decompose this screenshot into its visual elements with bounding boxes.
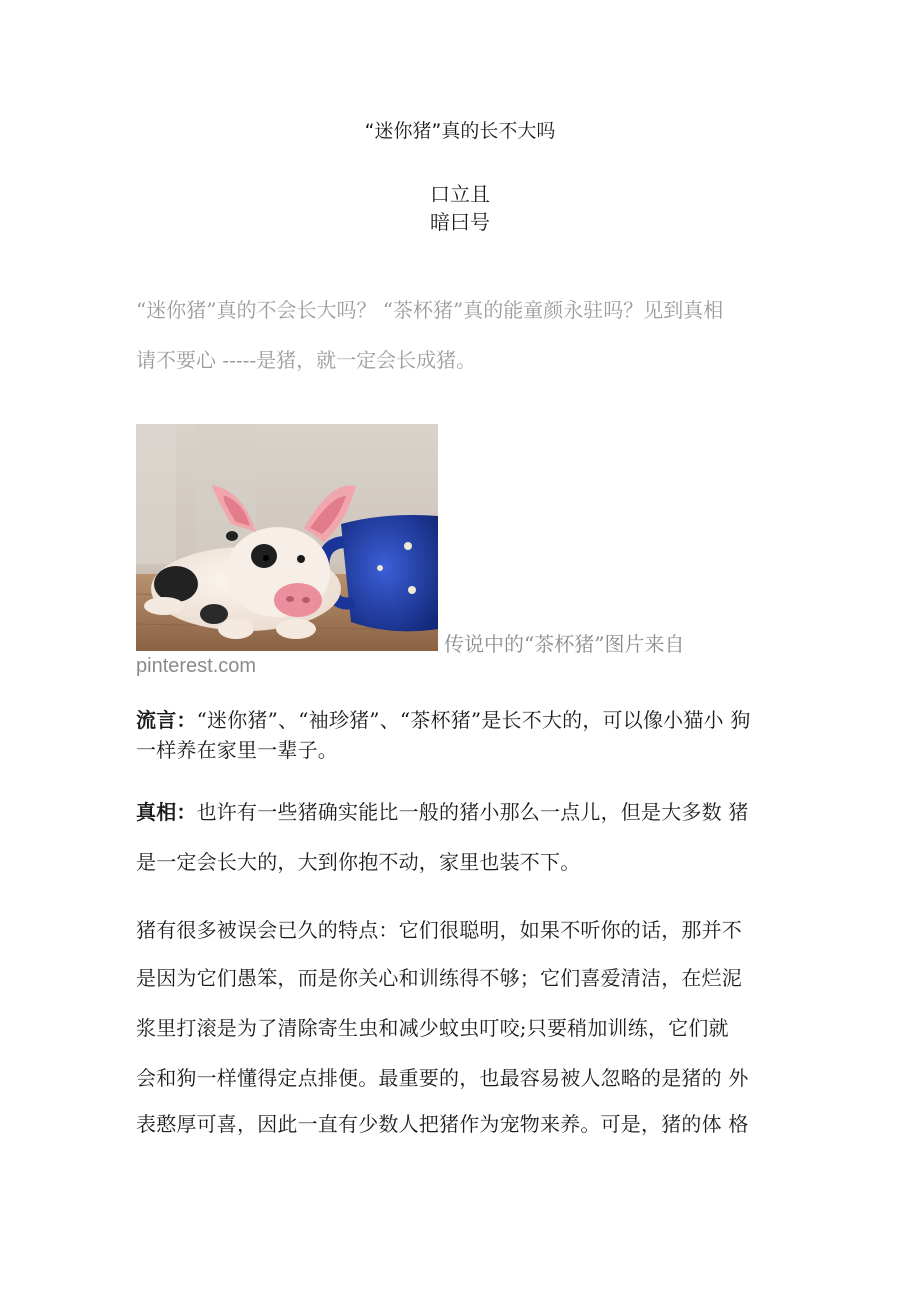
article-title: “迷你猪”真的长不大吗 [364,120,556,142]
rumor-line-2: 一样养在家里一辈子。 [136,738,338,762]
body-line-5: 表憨厚可喜，因此一直有少数人把猪作为宠物来养。可是，猪的体 格 [136,1112,749,1136]
teacup-pig-photo [136,424,438,651]
truth-label: 真相： [136,800,197,824]
body-line-1: 猪有很多被误会已久的特点：它们很聪明，如果不听你的话，那并不 [136,918,742,942]
rumor-label: 流言： [136,708,197,732]
lead-line-1: “迷你猪”真的不会长大吗？ “茶杯猪”真的能童颜永驻吗？见到真相 [136,298,724,322]
byline-2: 暗曰号 [430,210,490,234]
truth-line-2: 是一定会长大的，大到你抱不动，家里也装不下。 [136,850,581,874]
body-line-3: 浆里打滚是为了清除寄生虫和减少蚊虫叮咬;只要稍加训练，它们就 [136,1016,729,1040]
image-caption: 传说中的“茶杯猪”图片来自 [444,632,685,656]
body-line-4: 会和狗一样懂得定点排便。最重要的，也最容易被人忽略的是猪的 外 [136,1066,749,1090]
byline-1: 口立且 [430,182,490,206]
truth-text-1: 也许有一些猪确实能比一般的猪小那么一点儿，但是大多数 猪 [196,800,749,824]
lead-line-2: 请不要心 -----是猪，就一定会长成猪。 [136,348,477,372]
image-source: pinterest.com [136,655,257,677]
truth-line-1 [136,796,816,825]
body-line-2: 是因为它们愚笨，而是你关心和训练得不够；它们喜爱清洁，在烂泥 [136,966,742,990]
rumor-line-1 [136,704,816,733]
rumor-text-1: “迷你猪”、“袖珍猪”、“茶杯猪”是长不大的，可以像小猫小 狗 [196,708,751,732]
